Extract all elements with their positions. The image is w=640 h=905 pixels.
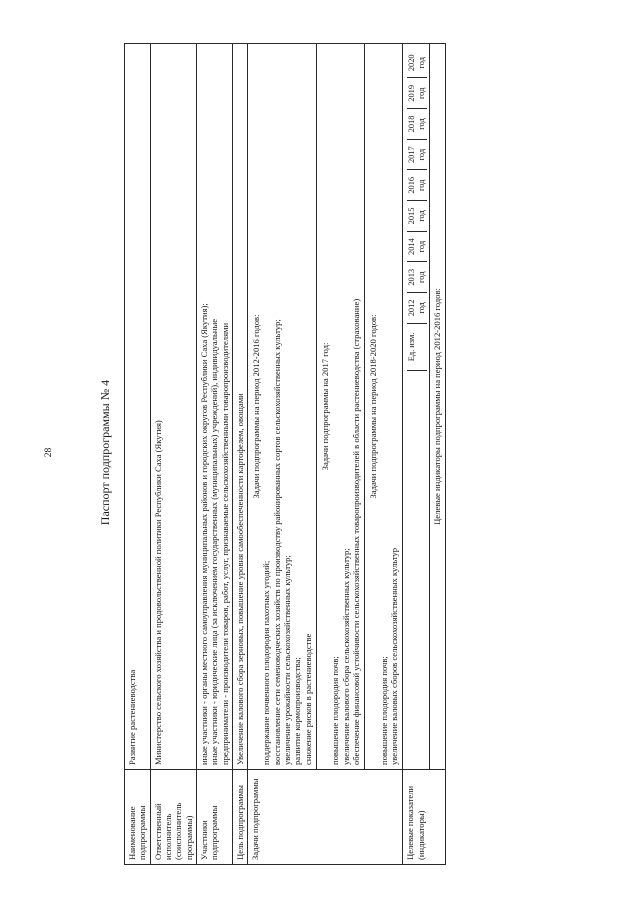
label-goal: Цель подпрограммы [232, 770, 247, 865]
value-executor: Министерство сельского хозяйства и продовольственной политики Республики Саха (Якутия) [150, 44, 196, 770]
label-participants: Участники подпрограммы [196, 770, 232, 865]
tasks-heading: Задачи подпрограммы на период 2018-2020 годов: [368, 314, 379, 499]
label-executor: Ответственный исполнитель (соисполнитель программы) [150, 770, 196, 865]
tasks-heading: Задачи подпрограммы на 2017 год: [320, 342, 330, 471]
tasks-divider [316, 44, 317, 769]
value-name: Развитие растениеводства [125, 44, 151, 770]
indicator-years-table [407, 48, 427, 765]
year-header [407, 139, 427, 170]
page-number: 28 [44, 447, 54, 458]
value-indicators [403, 44, 445, 770]
year-number: 2018 [407, 115, 417, 133]
passport-table [124, 43, 446, 865]
year-unit: год [417, 118, 427, 130]
year-unit: год [417, 302, 427, 314]
label-tasks: Задачи подпрограммы [248, 770, 403, 865]
year-number: 2020 [407, 54, 417, 72]
unit-header: Ед. изм. [407, 323, 427, 370]
year-number: 2012 [407, 299, 417, 317]
row-tasks [248, 44, 403, 865]
year-unit: год [417, 271, 427, 283]
tasks-section-2012-2016 [250, 48, 314, 765]
year-number: 2019 [407, 84, 417, 102]
row-executor [150, 44, 196, 865]
year-unit: год [417, 179, 427, 192]
year-header [407, 231, 427, 262]
participants-line: иные участники - органы местного самоуправления муниципальных районов и городских округов Республики Саха (Якутия); [198, 303, 209, 765]
task-item: снижение рисков в растениеводстве [302, 633, 313, 765]
task-item: развитие кормопроизводства; [292, 657, 303, 765]
indicator-blank-cell [407, 371, 427, 765]
year-header [407, 170, 427, 201]
task-item: повышение плодородия почв; [378, 656, 389, 765]
year-header [407, 78, 427, 109]
year-number: 2016 [407, 176, 417, 194]
participants-line: иные участники - юридические лица (за исключением государственных (муниципальных) учреждений), индивидуальные [209, 318, 220, 765]
task-item: повышение плодородия почв; [330, 656, 341, 765]
value-goal: Увеличение валового сбора зерновых, повышение уровня самообеспеченности картофелем, овощами [232, 44, 247, 770]
task-item: увеличение валового сбора сельскохозяйственных культур; [340, 548, 351, 765]
year-header [407, 293, 427, 324]
row-indicators [403, 44, 445, 865]
year-number: 2017 [407, 146, 417, 164]
task-item: обеспечение финансовой устойчивости сельскохозяйственных товаропроизводителей в области растениеводства (страхование) [350, 298, 361, 765]
year-unit: год [417, 57, 427, 69]
indicators-caption: Целевые индикаторы подпрограммы на период 2012-2016 годов: [429, 44, 442, 769]
row-goal [232, 44, 247, 865]
year-header [407, 262, 427, 293]
year-number: 2013 [407, 268, 417, 286]
row-name [125, 44, 151, 865]
participants-line: предприниматели - производители товаров, работ, услуг, признаваемые сельскохозяйственными товаропроизводителями [219, 322, 230, 765]
year-header [407, 201, 427, 232]
tasks-divider [364, 44, 365, 769]
year-unit: год [417, 210, 427, 222]
tasks-section-2017 [319, 48, 362, 765]
document-title: Паспорт подпрограммы № 4 [98, 379, 112, 526]
year-unit: год [417, 148, 427, 161]
tasks-section-2018-2020 [367, 48, 400, 765]
indicator-header-row [407, 48, 427, 765]
year-number: 2015 [407, 207, 417, 225]
year-unit: год [417, 240, 427, 253]
task-item: увеличение валовых сборов сельскохозяйственных культур [388, 547, 399, 765]
row-participants [196, 44, 232, 865]
year-header [407, 48, 427, 78]
value-tasks [248, 44, 403, 770]
year-number: 2014 [407, 238, 417, 255]
value-participants [196, 44, 232, 770]
label-name: Наименование подпрограммы [125, 770, 151, 865]
task-item: восстановление сети семеноводческих хозяйств по производству районированных сортов сельскохозяйственных культур; [271, 319, 282, 765]
year-unit: год [417, 87, 427, 100]
tasks-heading: Задачи подпрограммы на период 2012-2016 годов: [251, 314, 262, 499]
task-item: увеличение урожайности сельскохозяйственных культур; [282, 555, 293, 765]
task-item: поддержание почвенного плодородия пахотных угодий; [261, 560, 272, 765]
year-header [407, 109, 427, 140]
label-indicators: Целевые показатели (индикаторы) [403, 770, 445, 865]
